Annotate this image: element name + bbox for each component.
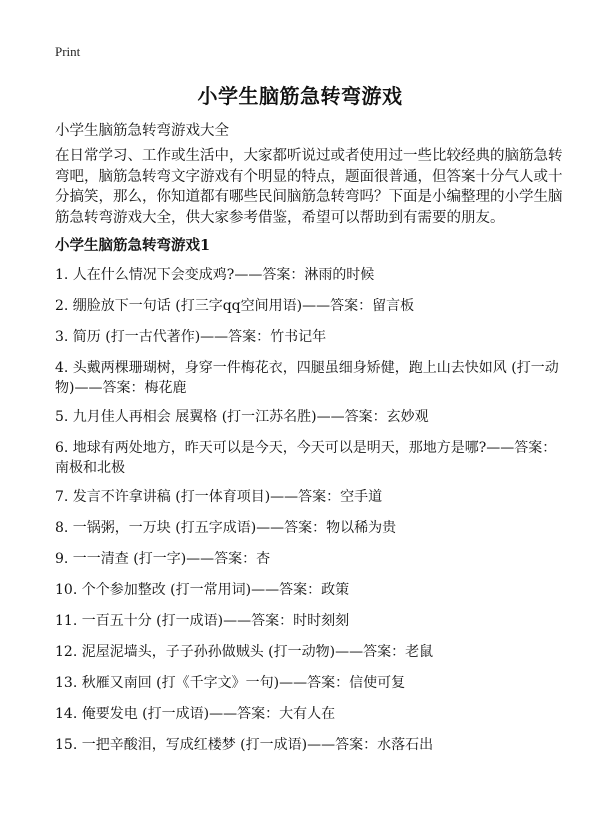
list-item: 3. 简历 (打一古代著作)——答案：竹书记年	[55, 329, 327, 345]
list-item: 2. 绷脸放下一句话 (打三字qq空间用语)——答案：留言板	[55, 298, 415, 314]
list-item: 13. 秋雁又南回 (打《千字文》一句)——答案：信使可复	[55, 675, 406, 691]
section-heading: 小学生脑筋急转弯游戏1	[55, 237, 211, 254]
list-item: 5. 九月佳人再相会 展翼格 (打一江苏名胜)——答案：玄妙观	[55, 409, 429, 425]
list-item: 12. 泥屋泥墙头，子子孙孙做贼头 (打一动物)——答案：老鼠	[55, 644, 434, 660]
list-item: 11. 一百五十分 (打一成语)——答案：时时刻刻	[55, 613, 350, 629]
list-item: 4. 头戴两棵珊瑚树，身穿一件梅花衣，四腿虽细身矫健，跑上山去快如风 (打一动物)——答案：梅花鹿	[55, 360, 559, 396]
list-item: 7. 发言不许拿讲稿 (打一体育项目)——答案：空手道	[55, 489, 383, 505]
intro-paragraph: 在日常学习、工作或生活中，大家都听说过或者使用过一些比较经典的脑筋急转弯吧，脑筋急转弯文字游戏有个明显的特点，题面很普通，但答案十分气人或十分搞笑，那么，你知道都有哪些民间脑筋急转弯吗？下面是小编整理的小学生脑筋急转弯游戏大全，供大家参考借鉴，希望可以帮助到有需要的朋友。	[55, 148, 563, 226]
list-item: 14. 俺要发电 (打一成语)——答案：大有人在	[55, 706, 336, 722]
print-link[interactable]: Print	[55, 44, 81, 59]
list-item: 1. 人在什么情况下会变成鸡?——答案：淋雨的时候	[55, 267, 375, 283]
page-title: 小学生脑筋急转弯游戏	[197, 84, 403, 108]
list-item: 15. 一把辛酸泪，写成红楼梦 (打一成语)——答案：水落石出	[55, 737, 434, 753]
list-item: 8. 一锅粥，一万块 (打五字成语)——答案：物以稀为贵	[55, 520, 397, 536]
subtitle: 小学生脑筋急转弯游戏大全	[55, 123, 229, 139]
list-item: 9. 一一清查 (打一字)——答案：杏	[55, 551, 271, 567]
list-item: 10. 个个参加整改 (打一常用词)——答案：政策	[55, 582, 350, 598]
list-item: 6. 地球有两处地方，昨天可以是今天，今天可以是明天，那地方是哪?——答案：南极和北极	[55, 440, 557, 476]
